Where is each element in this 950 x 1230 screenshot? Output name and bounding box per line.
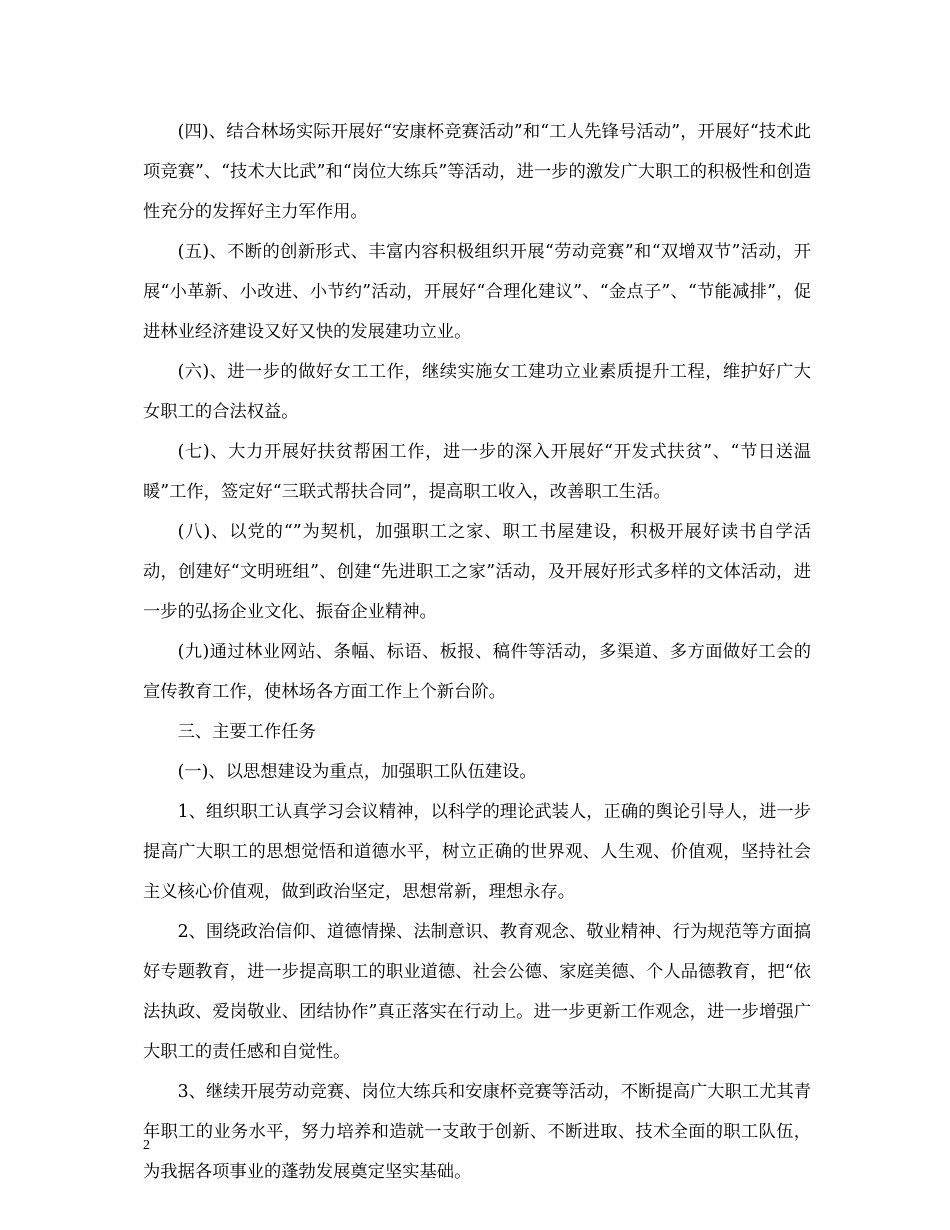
paragraph-item-4: (四)、结合林场实际开展好“安康杯竞赛活动”和“工人先锋号活动”，开展好“技术此项竞赛”、“技术大比武”和“岗位大练兵”等活动，进一步的激发广大职工的积极性和创造性充分的发挥好主力军作用。 (143, 122, 811, 222)
paragraph-item-6: (六)、进一步的做好女工工作，继续实施女工建功立业素质提升工程，维护好广大女职工的合法权益。 (143, 362, 811, 422)
paragraph-item-8: (八)、以党的“”为契机，加强职工之家、职工书屋建设，积极开展好读书自学活动，创建好“文明班组”、创建“先进职工之家”活动，及开展好形式多样的文体活动，进一步的弘扬企业文化、振奋企业精神。 (143, 522, 811, 622)
paragraph-item-7: (七)、大力开展好扶贫帮困工作，进一步的深入开展好“开发式扶贫”、“节日送温暖”工作，签定好“三联式帮扶合同”，提高职工收入，改善职工生活。 (143, 442, 811, 502)
task-item-1: 1、组织职工认真学习会议精神，以科学的理论武装人，正确的舆论引导人，进一步提高广大职工的思想觉悟和道德水平，树立正确的世界观、人生观、价值观，坚持社会主义核心价值观，做到政治坚定，思想常新，理想永存。 (143, 802, 811, 902)
document-body (143, 112, 811, 1192)
task-item-3: 3、继续开展劳动竞赛、岗位大练兵和安康杯竞赛等活动，不断提高广大职工尤其青年职工的业务水平，努力培养和造就一支敢于创新、不断进取、技术全面的职工队伍，为我据各项事业的蓬勃发展奠定坚实基础。 (143, 1082, 811, 1182)
paragraph-item-5: (五)、不断的创新形式、丰富内容积极组织开展“劳动竞赛”和“双增双节”活动，开展“小革新、小改进、小节约”活动，开展好“合理化建议”、“金点子”、“节能减排”，促进林业经济建设又好又快的发展建功立业。 (143, 242, 811, 342)
subsection-heading: (一)、以思想建设为重点，加强职工队伍建设。 (177, 762, 537, 782)
section-heading: 三、主要工作任务 (177, 722, 316, 742)
paragraph-item-9: (九)通过林业网站、条幅、标语、板报、稿件等活动，多渠道、多方面做好工会的宣传教育工作，使林场各方面工作上个新台阶。 (143, 642, 811, 702)
page-number: 2 (143, 1138, 150, 1153)
task-item-2: 2、围绕政治信仰、道德情操、法制意识、教育观念、敬业精神、行为规范等方面搞好专题教育，进一步提高职工的职业道德、社会公德、家庭美德、个人品德教育，把“依法执政、爱岗敬业、团结协作”真正落实在行动上。进一步更新工作观念，进一步增强广大职工的责任感和自觉性。 (143, 922, 811, 1062)
